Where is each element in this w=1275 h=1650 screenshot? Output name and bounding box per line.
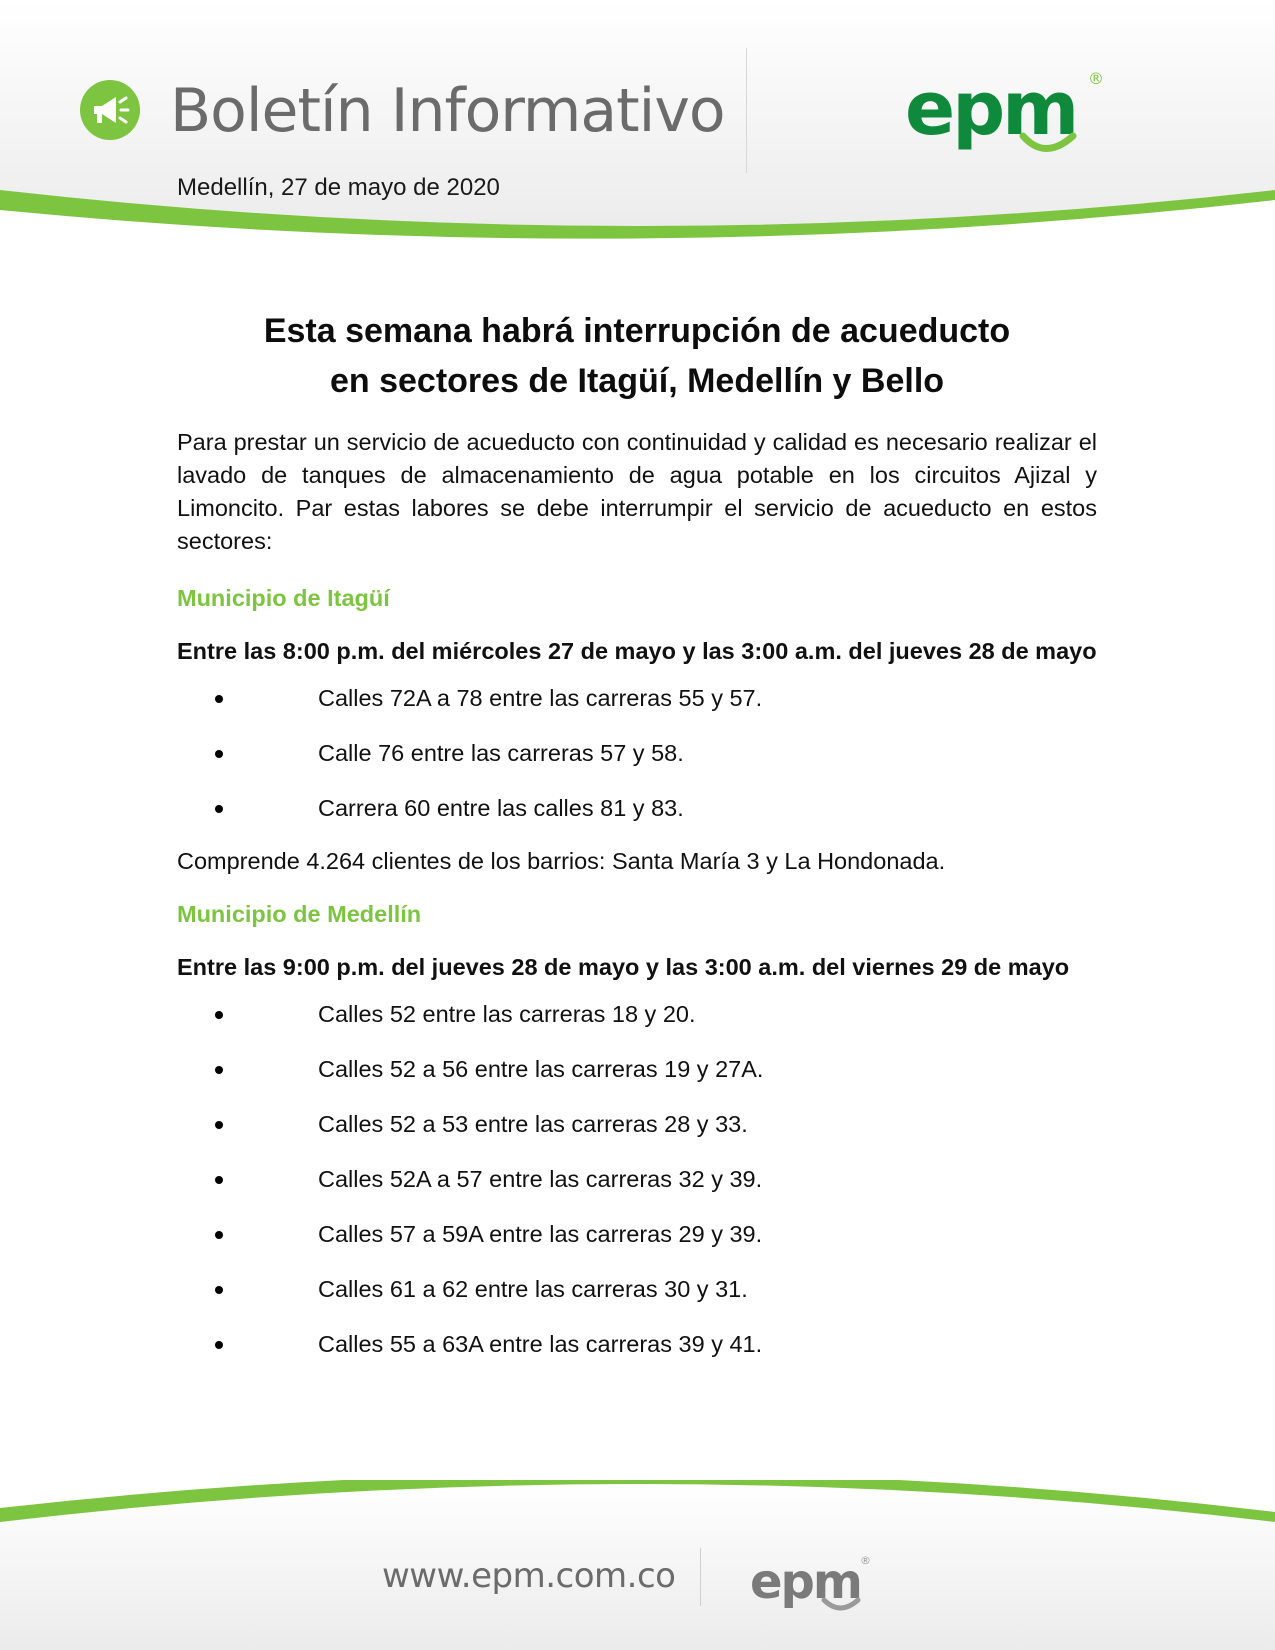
header bbox=[0, 0, 1275, 260]
section-title-itagui: Municipio de Itagüí bbox=[177, 584, 390, 611]
list-item: Calle 76 entre las carreras 57 y 58. bbox=[177, 737, 1097, 770]
epm-logo bbox=[905, 66, 1105, 166]
bullet-dot bbox=[215, 1011, 223, 1019]
article bbox=[177, 306, 1097, 1383]
clients-itagui: Comprende 4.264 clientes de los barrios: Santa María 3 y La Hondonada. bbox=[177, 847, 946, 874]
list-item: Calles 52 a 53 entre las carreras 28 y 33. bbox=[177, 1108, 1097, 1141]
epm-logo-text: epm bbox=[905, 66, 1077, 152]
list-item: Calles 52A a 57 entre las carreras 32 y 39. bbox=[177, 1163, 1097, 1196]
bullet-dot bbox=[215, 1341, 223, 1349]
list-item: Calles 55 a 63A entre las carreras 39 y 41. bbox=[177, 1328, 1097, 1361]
period-medellin: Entre las 9:00 p.m. del jueves 28 de mayo y las 3:00 a.m. del viernes 29 de mayo bbox=[177, 953, 1070, 980]
bullet-list-itagui bbox=[177, 682, 1097, 825]
bullet-dot bbox=[215, 805, 223, 813]
headline-line-1: Esta semana habrá interrupción de acueducto bbox=[263, 312, 1011, 350]
footer-divider bbox=[700, 1548, 701, 1606]
bulletin-date: Medellín, 27 de mayo de 2020 bbox=[177, 174, 500, 201]
list-item: Calles 72A a 78 entre las carreras 55 y 57. bbox=[177, 682, 1097, 715]
bullet-dot bbox=[215, 1121, 223, 1129]
bullet-dot bbox=[215, 1176, 223, 1184]
registered-mark: ® bbox=[1088, 69, 1104, 88]
list-item: Carrera 60 entre las calles 81 y 83. bbox=[177, 792, 1097, 825]
bullet-dot bbox=[215, 750, 223, 758]
footer bbox=[0, 1480, 1275, 1650]
header-divider bbox=[746, 48, 747, 173]
bullet-dot bbox=[215, 695, 223, 703]
footer-epm-logo bbox=[748, 1550, 878, 1620]
headline-line-2: en sectores de Itagüí, Medellín y Bello bbox=[329, 362, 945, 400]
website-link[interactable]: www.epm.com.co bbox=[382, 1556, 676, 1596]
bullet-list-medellin bbox=[177, 998, 1097, 1361]
footer-logo-text: epm bbox=[750, 1554, 861, 1610]
headline bbox=[147, 306, 1127, 406]
bullet-dot bbox=[215, 1231, 223, 1239]
list-item: Calles 57 a 59A entre las carreras 29 y 39. bbox=[177, 1218, 1097, 1251]
bullet-dot bbox=[215, 1286, 223, 1294]
list-item: Calles 52 entre las carreras 18 y 20. bbox=[177, 998, 1097, 1031]
intro-paragraph: Para prestar un servicio de acueducto con continuidad y calidad es necesario realizar el lavado de tanques de almacenamiento de agua potable en los circuitos Ajizal y Limoncito. Par estas labores se debe interrumpir el servicio de acueducto en estos sectores: bbox=[177, 429, 1097, 554]
footer-registered-mark: ® bbox=[860, 1554, 871, 1567]
section-title-medellin: Municipio de Medellín bbox=[177, 900, 422, 927]
megaphone-icon bbox=[80, 80, 140, 140]
list-item: Calles 61 a 62 entre las carreras 30 y 31. bbox=[177, 1273, 1097, 1306]
bulletin-title: Boletín Informativo bbox=[170, 76, 725, 146]
period-itagui: Entre las 8:00 p.m. del miércoles 27 de mayo y las 3:00 a.m. del jueves 28 de mayo bbox=[177, 637, 1097, 664]
bullet-dot bbox=[215, 1066, 223, 1074]
list-item: Calles 52 a 56 entre las carreras 19 y 27A. bbox=[177, 1053, 1097, 1086]
